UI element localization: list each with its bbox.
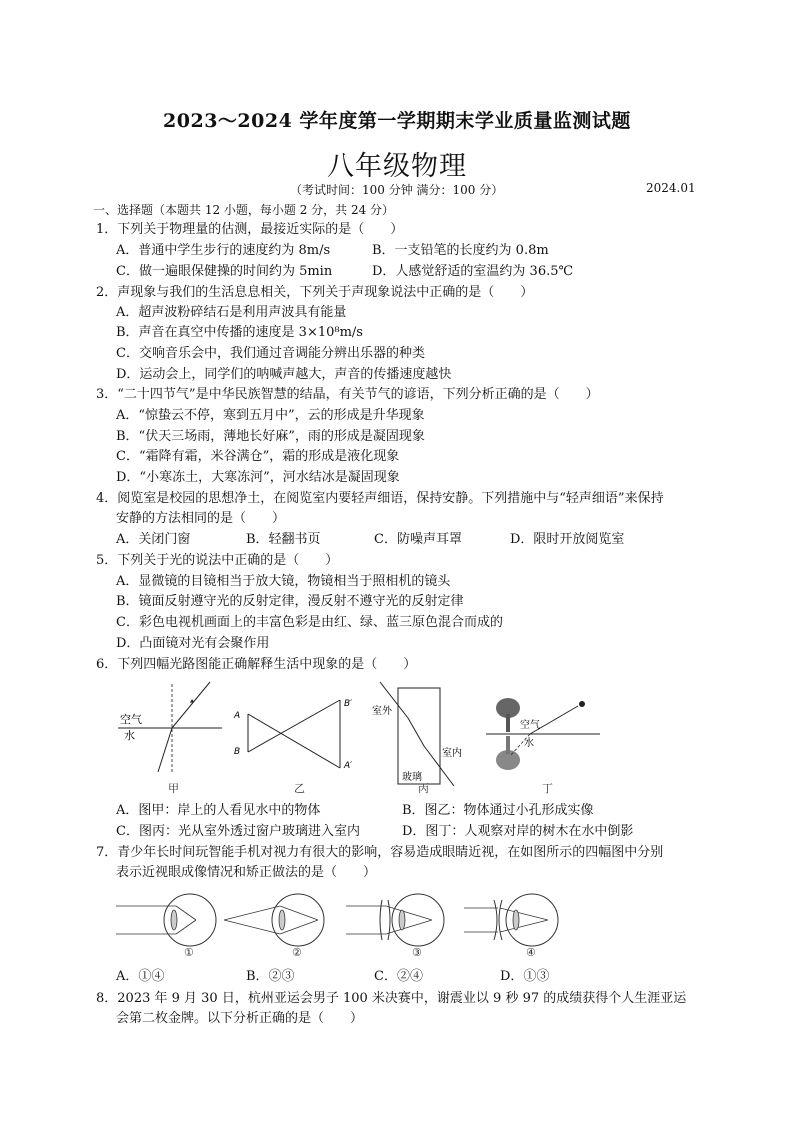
question-3-stem: 3．“二十四节气”是中华民族智慧的结晶，有关节气的谚语，下列分析正确的是（ ） xyxy=(96,387,599,402)
q2-option-c: C．交响音乐会中，我们通过音调能分辨出乐器的种类 xyxy=(116,346,425,361)
section-heading: 一、选择题（本题共 12 小题，每小题 2 分，共 24 分） xyxy=(93,203,395,217)
q7-option-b: B．②③ xyxy=(246,969,295,984)
question-4-stem: 4．阅览室是校园的思想净土，在阅览室内要轻声细语，保持安静。下列措施中与“轻声细语”来保持 xyxy=(96,491,664,506)
q3-option-b: B．“伏天三场雨，薄地长好麻”，雨的形成是凝固现象 xyxy=(116,429,425,444)
fig-jia-water-label: 水 xyxy=(124,729,135,742)
q4-option-d: D．限时开放阅览室 xyxy=(510,532,625,547)
eye-figure-3 xyxy=(346,894,444,946)
exam-info: （考试时间：100 分钟 满分：100 分） xyxy=(290,183,504,197)
fig-bing-indoor: 室内 xyxy=(442,748,462,759)
figure-ding xyxy=(486,698,600,770)
q4-option-c: C．防噪声耳罩 xyxy=(374,532,462,547)
question-5-stem: 5．下列关于光的说法中正确的是（ ） xyxy=(96,553,339,568)
question-7-stem-cont: 表示近视眼成像情况和矫正做法的是（ ） xyxy=(116,865,377,880)
eye-caption-3: ③ xyxy=(412,946,422,959)
fig-caption-ding: 丁 xyxy=(542,782,553,795)
q6-option-a: A．图甲：岸上的人看见水中的物体 xyxy=(116,803,321,818)
question-6-stem: 6．下列四幅光路图能正确解释生活中现象的是（ ） xyxy=(96,657,417,672)
question-7-stem: 7．青少年长时间玩智能手机对视力有很大的影响，容易造成眼睛近视，在如图所示的四幅图中分别 xyxy=(96,845,664,860)
q3-option-c: C．“霜降有霜，米谷满仓”，霜的形成是液化现象 xyxy=(116,449,400,464)
q4-option-b: B．轻翻书页 xyxy=(246,532,321,547)
exam-date: 2024.01 xyxy=(646,181,696,195)
figure-bing xyxy=(372,682,462,786)
fig-jia-air-label: 空气 xyxy=(120,713,142,726)
q7-eye-figures xyxy=(112,884,672,960)
fig-ding-air: 空气 xyxy=(520,720,540,731)
q1-option-d: D．人感觉舒适的室温约为 36.5℃ xyxy=(372,264,574,279)
fig-yi-b2: B′ xyxy=(344,699,353,709)
q5-option-b: B．镜面反射遵守光的反射定律，漫反射不遵守光的反射定律 xyxy=(116,594,464,609)
eye-caption-1: ① xyxy=(184,946,194,959)
q1-option-c: C．做一遍眼保健操的时间约为 5min xyxy=(116,264,333,279)
fig-caption-yi: 乙 xyxy=(294,782,305,795)
q2-option-d: D．运动会上，同学们的呐喊声越大，声音的传播速度越快 xyxy=(116,367,452,382)
q7-option-d: D．①③ xyxy=(500,969,550,984)
q3-option-d: D．“小寒冻土，大寒冻河”，河水结冰是凝固现象 xyxy=(116,470,400,485)
q2-option-b: B．声音在真空中传播的速度是 3×10⁸m/s xyxy=(116,325,363,340)
eye-caption-2: ② xyxy=(292,946,302,959)
exam-title: 2023～2024 学年度第一学期期末学业质量监测试题 xyxy=(163,110,631,132)
q6-option-b: B．图乙：物体通过小孔形成实像 xyxy=(402,803,594,818)
figure-jia xyxy=(118,682,222,774)
fig-yi-a: A xyxy=(234,711,241,721)
subject-title: 八年级物理 xyxy=(327,151,467,182)
question-8-stem: 8．2023 年 9 月 30 日，杭州亚运会男子 100 米决赛中，谢震业以 9 秒 97 的成绩获得个人生涯亚运 xyxy=(96,991,687,1006)
q5-option-d: D．凸面镜对光有会聚作用 xyxy=(116,636,270,651)
fig-bing-glass: 玻璃 xyxy=(402,772,422,783)
question-8-stem-cont: 会第二枚金牌。以下分析正确的是（ ） xyxy=(116,1011,364,1026)
q6-optics-figures xyxy=(110,676,650,796)
fig-yi-a2: A′ xyxy=(344,761,353,771)
q7-option-c: C．②④ xyxy=(374,969,423,984)
q1-option-a: A．普通中学生步行的速度约为 8m/s xyxy=(116,243,331,258)
fig-ding-water: 水 xyxy=(524,738,534,749)
q2-option-a: A．超声波粉碎结石是利用声波具有能量 xyxy=(116,305,347,320)
q6-option-c: C．图丙：光从室外透过窗户玻璃进入室内 xyxy=(116,824,360,839)
question-1-stem: 1．下列关于物理量的估测，最接近实际的是（ ） xyxy=(96,222,404,237)
eye-figure-4 xyxy=(464,894,558,946)
eye-caption-4: ④ xyxy=(526,946,536,959)
fig-bing-outdoor: 室外 xyxy=(372,706,392,717)
q5-option-c: C．彩色电视机画面上的丰富色彩是由红、绿、蓝三原色混合而成的 xyxy=(116,615,503,630)
q4-option-a: A．关闭门窗 xyxy=(116,532,191,547)
eye-figure-1 xyxy=(116,894,216,946)
figure-yi xyxy=(233,699,352,771)
eye-figure-2 xyxy=(224,894,324,946)
q7-option-a: A．①④ xyxy=(116,969,165,984)
q1-option-b: B．一支铅笔的长度约为 0.8m xyxy=(372,243,549,258)
q5-option-a: A．显微镜的目镜相当于放大镜，物镜相当于照相机的镜头 xyxy=(116,574,451,589)
fig-yi-b: B xyxy=(234,747,241,757)
fig-caption-bing: 丙 xyxy=(418,782,429,795)
question-4-stem-cont: 安静的方法相同的是（ ） xyxy=(116,511,286,526)
q6-option-d: D．图丁：人观察对岸的树木在水中倒影 xyxy=(402,824,634,839)
q3-option-a: A．“惊蛰云不停，寒到五月中”，云的形成是升华现象 xyxy=(116,408,425,423)
fig-caption-jia: 甲 xyxy=(168,782,179,795)
question-2-stem: 2．声现象与我们的生活息息相关，下列关于声现象说法中正确的是（ ） xyxy=(96,285,534,300)
